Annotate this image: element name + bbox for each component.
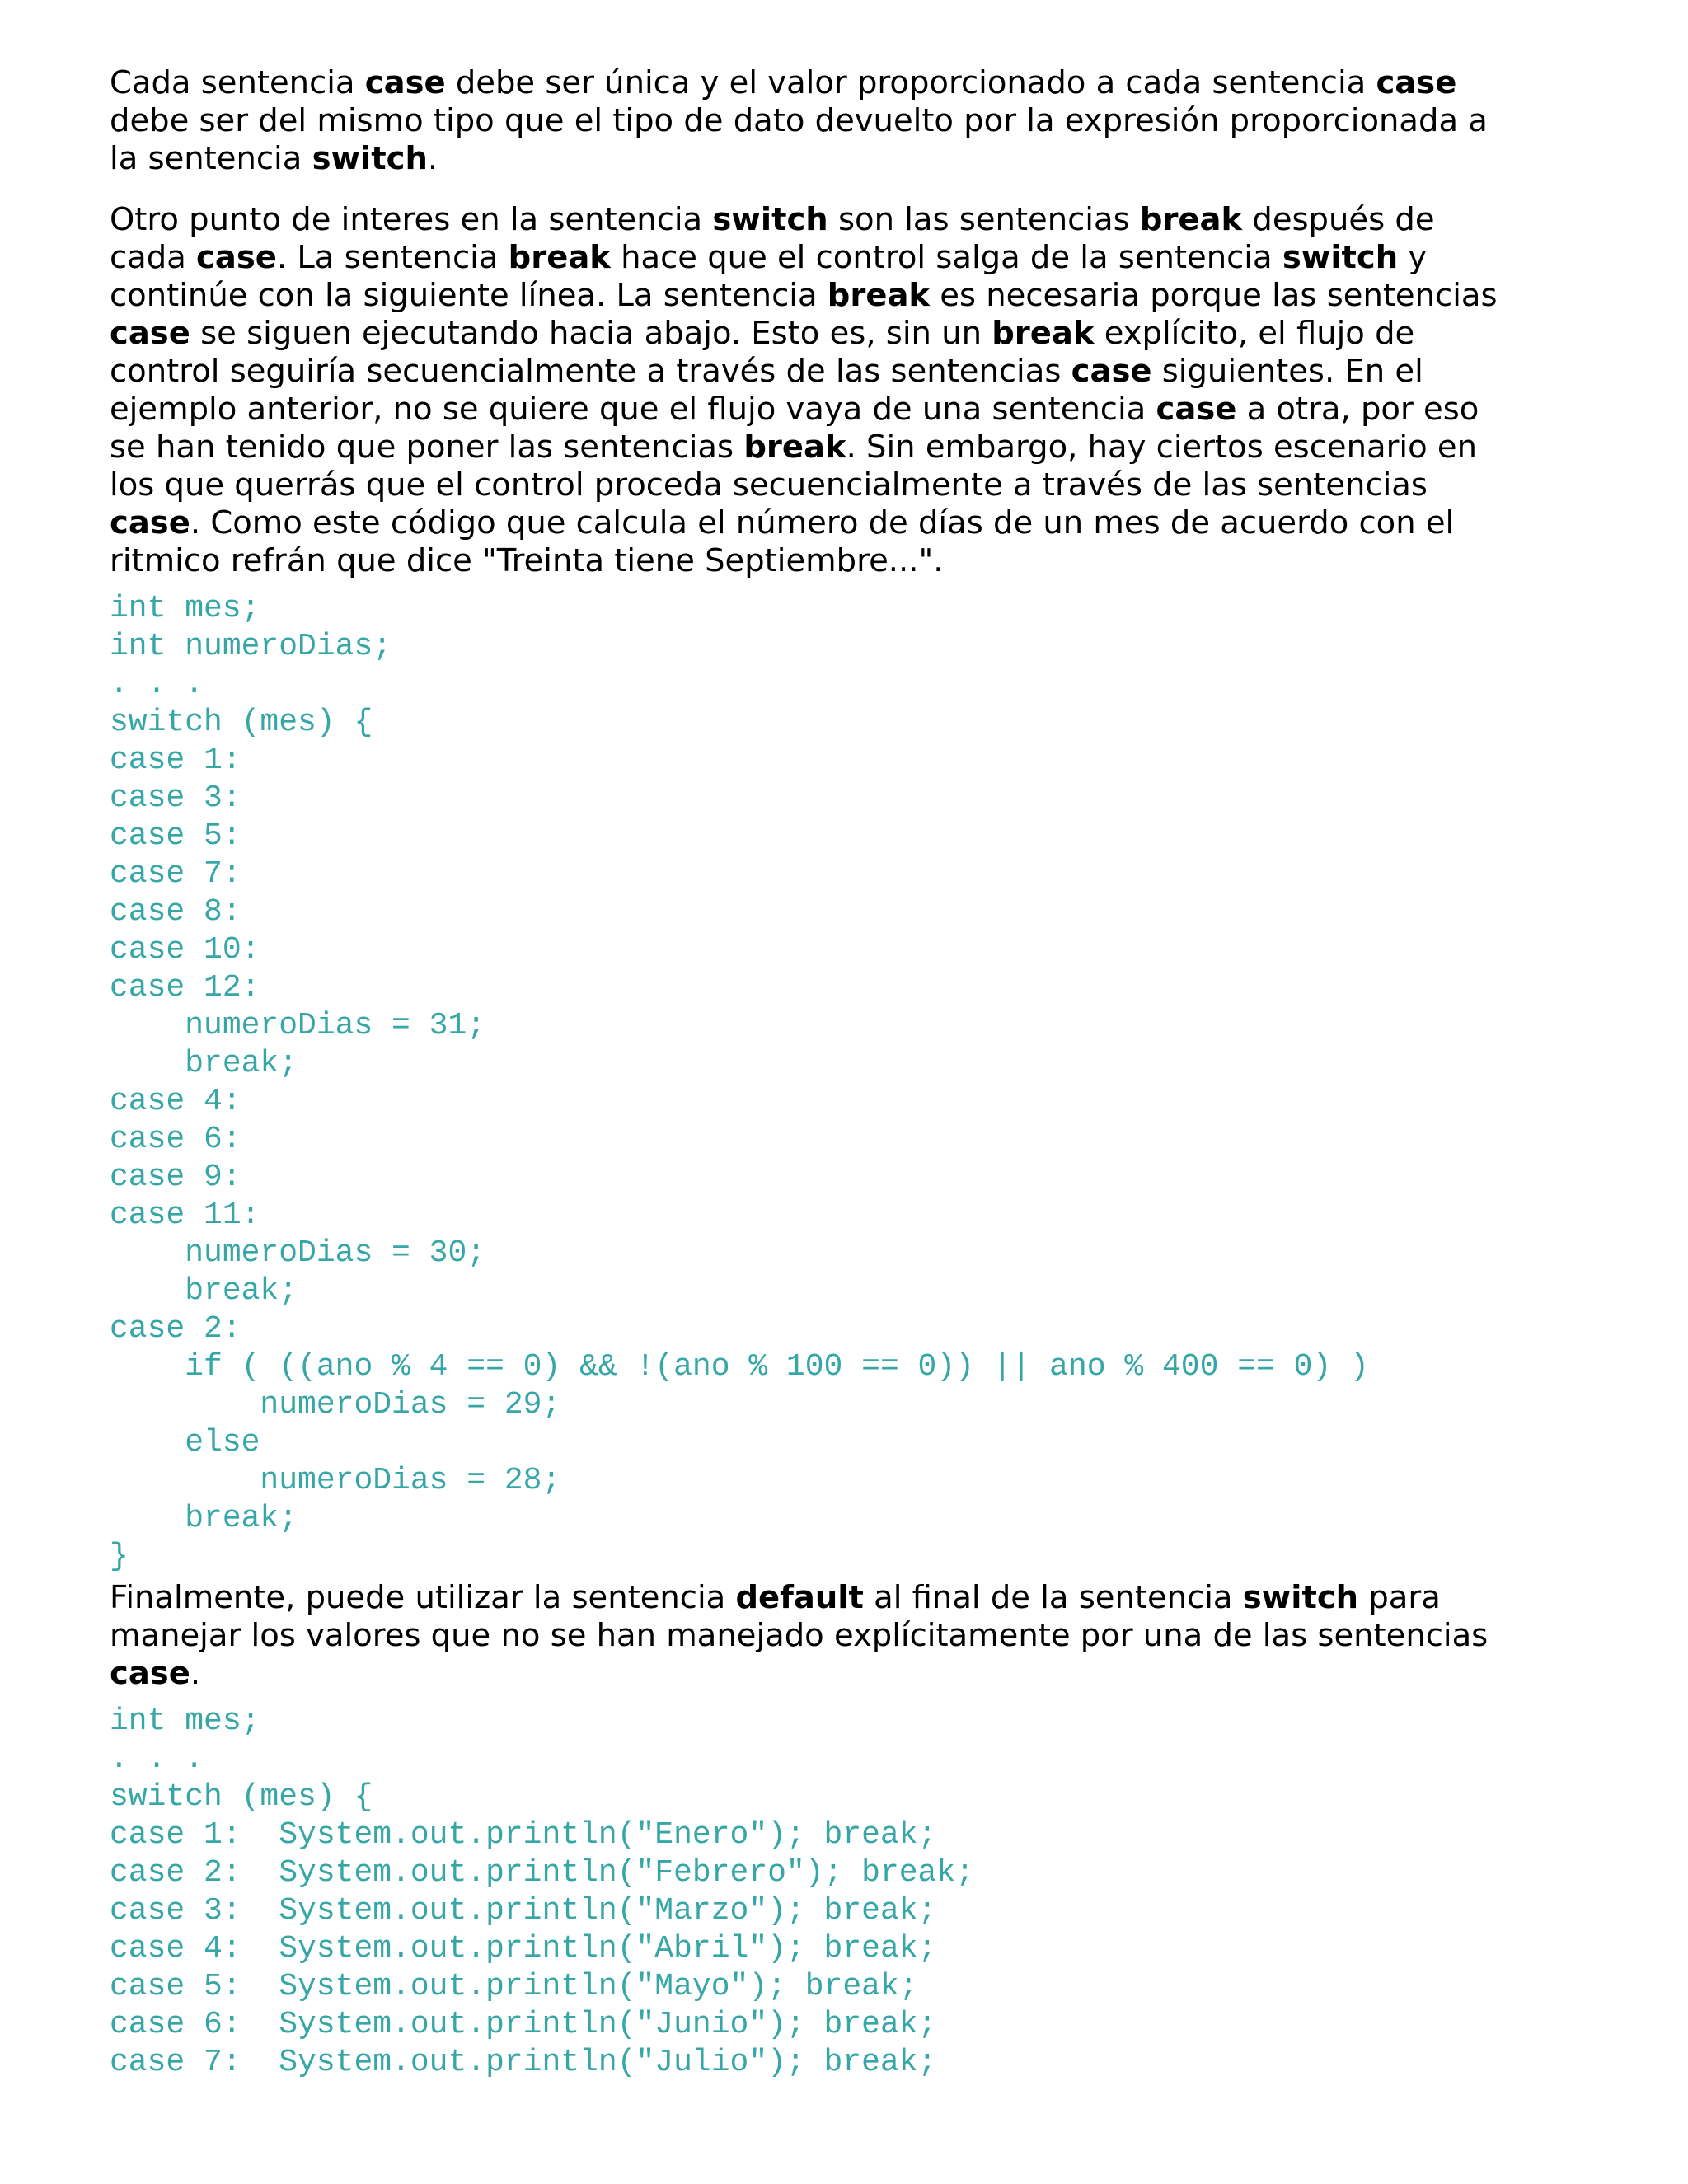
code-block-month-names xyxy=(110,1703,1577,2082)
code-line: case 2: System.out.println("Febrero"); break; xyxy=(110,1855,974,1891)
keyword-bold: switch xyxy=(1242,1579,1359,1616)
code-line: case 4: System.out.println("Abril"); break; xyxy=(110,1931,937,1966)
code-line: . . . xyxy=(110,1741,204,1777)
keyword-bold: switch xyxy=(712,201,828,238)
code-line: case 5: System.out.println("Mayo"); break; xyxy=(110,1969,918,2004)
code-line: if ( ((ano % 4 == 0) && !(ano % 100 == 0)) || ano % 400 == 0) ) xyxy=(110,1349,1369,1385)
code-line: case 12: xyxy=(110,970,260,1005)
keyword-bold: case xyxy=(196,239,277,276)
text-run: Otro punto de interes en la sentencia xyxy=(110,201,713,238)
keyword-bold: case xyxy=(1071,353,1152,390)
keyword-bold: break xyxy=(1139,201,1243,238)
text-run: . La sentencia xyxy=(276,239,509,276)
keyword-bold: break xyxy=(827,277,931,314)
code-line: int mes; xyxy=(110,1704,260,1739)
code-line: int mes; xyxy=(110,591,260,626)
text-run: hace que el control salga de la sentencia xyxy=(610,239,1282,276)
text-run: después de cada xyxy=(110,201,1435,276)
keyword-bold: switch xyxy=(1282,239,1399,276)
paragraph-break-explanation xyxy=(110,201,1577,580)
code-line: else xyxy=(110,1425,260,1460)
text-run: debe ser del mismo tipo que el tipo de dato devuelto por la expresión proporcionada a la sentencia xyxy=(110,102,1488,177)
code-line: case 7: System.out.println("Julio"); break; xyxy=(110,2045,937,2080)
code-line: . . . xyxy=(110,667,204,702)
code-line: switch (mes) { xyxy=(110,1779,373,1815)
keyword-bold: case xyxy=(1156,391,1237,428)
code-line: case 7: xyxy=(110,856,241,892)
code-line: } xyxy=(110,1539,129,1574)
text-run: se siguen ejecutando hacia abajo. Esto es, sin un xyxy=(190,315,992,352)
keyword-bold: case xyxy=(110,1655,190,1692)
code-line: numeroDias = 28; xyxy=(110,1463,561,1498)
text-run: explícito, el flujo de control seguiría secuencialmente a través de las sentencias xyxy=(110,315,1415,390)
text-run: . Sin embargo, hay ciertos escenario en los que querrás que el control proceda secuencialmente a través de las sentencias xyxy=(110,429,1477,504)
code-line: case 2: xyxy=(110,1311,241,1347)
text-run: . xyxy=(190,1655,201,1692)
code-line: case 6: System.out.println("Junio"); break; xyxy=(110,2007,937,2042)
keyword-bold: case xyxy=(110,504,190,541)
text-run: . xyxy=(427,140,438,177)
code-line: case 1: xyxy=(110,743,241,778)
text-run: al final de la sentencia xyxy=(863,1579,1243,1616)
code-line: numeroDias = 31; xyxy=(110,1008,486,1043)
text-run: . Como este código que calcula el número de días de un mes de acuerdo con el ritmico refrán que dice "Treinta tiene Septiembre...". xyxy=(110,504,1455,579)
text-run: debe ser única y el valor proporcionado a cada sentencia xyxy=(445,64,1376,101)
text-run: son las sentencias xyxy=(828,201,1140,238)
code-line: break; xyxy=(110,1273,298,1309)
code-line: case 9: xyxy=(110,1160,241,1195)
text-run: y continúe con la siguiente línea. La sentencia xyxy=(110,239,1428,314)
code-line: case 3: xyxy=(110,780,241,816)
code-line: case 3: System.out.println("Marzo"); break; xyxy=(110,1893,937,1929)
code-line: break; xyxy=(110,1046,298,1081)
keyword-bold: break xyxy=(992,315,1095,352)
code-line: case 6: xyxy=(110,1122,241,1157)
text-run: para manejar los valores que no se han manejado explícitamente por una de las sentencias xyxy=(110,1579,1489,1654)
code-line: case 5: xyxy=(110,818,241,854)
text-run: Cada sentencia xyxy=(110,64,365,101)
code-line: case 10: xyxy=(110,932,260,968)
keyword-bold: switch xyxy=(312,140,428,177)
code-line: case 11: xyxy=(110,1197,260,1233)
keyword-bold: case xyxy=(1376,64,1457,101)
code-block-days-per-month xyxy=(110,590,1577,1576)
document-page xyxy=(110,64,1577,2082)
keyword-bold: case xyxy=(110,315,190,352)
text-run: a otra, por eso se han tenido que poner las sentencias xyxy=(110,391,1479,466)
keyword-bold: break xyxy=(508,239,611,276)
text-run: Finalmente, puede utilizar la sentencia xyxy=(110,1579,736,1616)
code-line: switch (mes) { xyxy=(110,705,373,740)
text-run: siguientes. En el ejemplo anterior, no se quiere que el flujo vaya de una sentencia xyxy=(110,353,1423,428)
text-run: es necesaria porque las sentencias xyxy=(940,277,1498,314)
paragraph-case-unique xyxy=(110,64,1577,178)
keyword-bold: case xyxy=(364,64,446,101)
code-line: case 1: System.out.println("Enero"); break; xyxy=(110,1817,937,1853)
paragraph-default xyxy=(110,1579,1577,1693)
code-line: case 8: xyxy=(110,894,241,930)
code-line: numeroDias = 29; xyxy=(110,1387,561,1422)
code-line: numeroDias = 30; xyxy=(110,1235,486,1271)
code-line: case 4: xyxy=(110,1084,241,1119)
code-line: break; xyxy=(110,1501,298,1536)
keyword-bold: default xyxy=(735,1579,864,1616)
keyword-bold: break xyxy=(743,429,846,466)
code-line: int numeroDias; xyxy=(110,629,392,664)
